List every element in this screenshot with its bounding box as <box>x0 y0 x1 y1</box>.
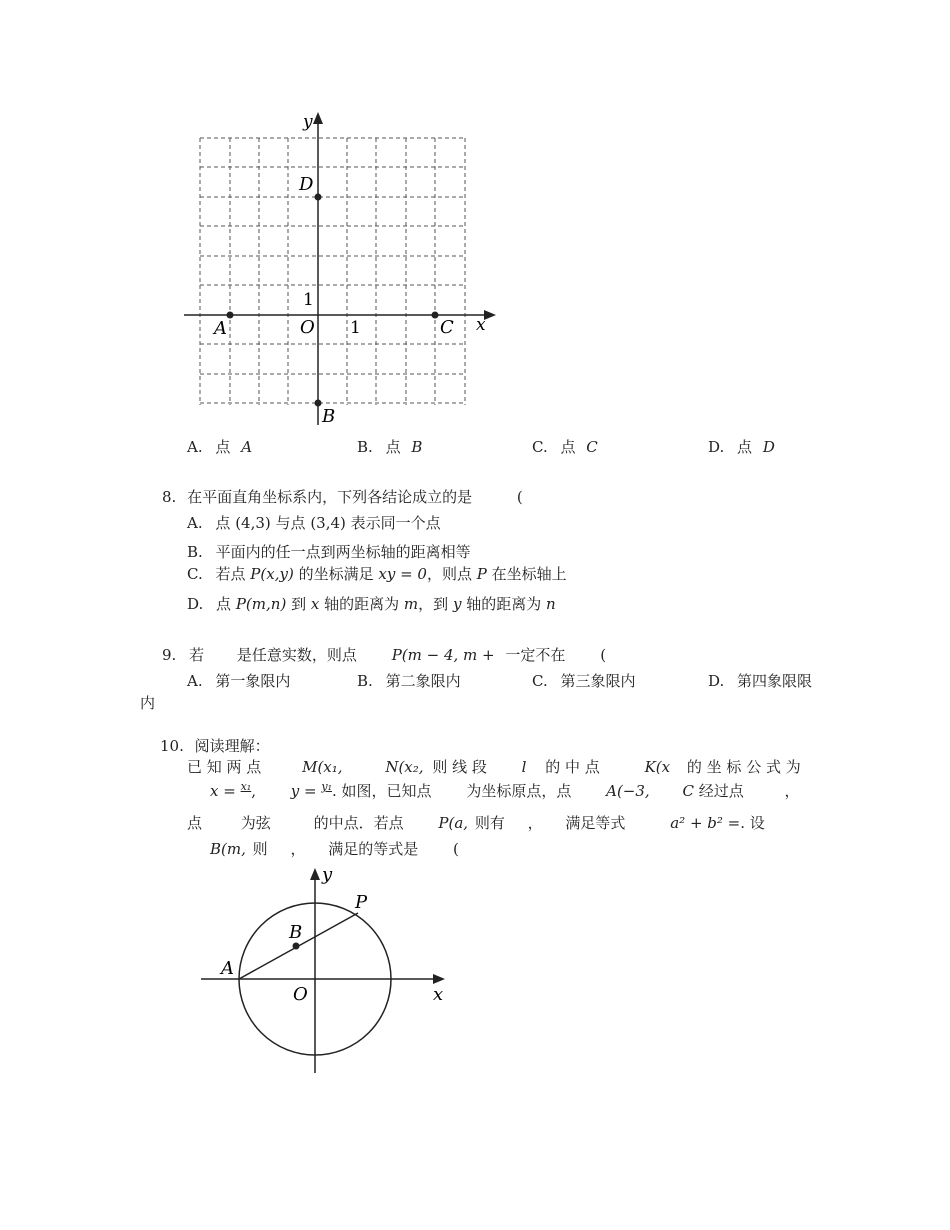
q9-option-b[interactable]: B. 第二象限内 <box>357 672 461 690</box>
point-a <box>227 312 234 319</box>
q10-line-2: x = $^{x_1}$, y = $^{y_1}$. 如图，已知点 为坐标原点，点 A(−3, C 经过点 ， <box>210 780 800 800</box>
point-p-label: P <box>355 892 368 913</box>
x-axis-label: x <box>433 984 444 1005</box>
q7-option-c[interactable]: C. 点 C <box>532 438 598 456</box>
q8-option-d[interactable]: D. 点 P(m,n) 到 x 轴的距离为 m，到 y 轴的距离为 n <box>187 595 556 613</box>
q7-coordinate-grid <box>170 100 510 440</box>
answer-paren: ( <box>453 840 459 858</box>
q8-option-c[interactable]: C. 若点 P(x,y) 的坐标满足 xy = 0，则点 P 在坐标轴上 <box>187 565 567 583</box>
point-c <box>432 312 439 319</box>
point-b <box>315 400 322 407</box>
point-a-label: A <box>214 318 227 339</box>
q10-circle-figure <box>195 858 465 1078</box>
point-a-label: A <box>221 958 234 979</box>
q9-option-a[interactable]: A. 第一象限内 <box>187 672 291 690</box>
q8-stem: 8. 在平面直角坐标系内，下列各结论成立的是 ( <box>162 488 523 506</box>
q8-option-b[interactable]: B. 平面内的任一点到两坐标轴的距离相等 <box>187 543 471 561</box>
point-d <box>315 194 322 201</box>
point-b-label: B <box>322 406 336 427</box>
y-axis-label: y <box>303 112 313 132</box>
grid-lines <box>200 138 465 405</box>
option-letter: A. <box>187 438 203 456</box>
y-axis-arrow-icon <box>310 868 320 880</box>
q10-line-4: B(m, 则 ， 满足的等式是 ( <box>210 840 459 858</box>
answer-paren: ( <box>600 646 607 664</box>
question-number: 8. <box>162 488 177 506</box>
q9-option-d[interactable]: D. 第四象限限 <box>708 672 813 690</box>
q10-line-1: 已 知 两 点 M(x₁, N(x₂, 则 线 段 l 的 中 点 K(x 的 坐 标 公 式 为 <box>187 758 801 776</box>
y-tick-1: 1 <box>303 290 314 310</box>
q8-option-a[interactable]: A. 点 (4,3) 与点 (3,4) 表示同一个点 <box>187 514 441 532</box>
x-axis-label: x <box>476 315 486 335</box>
y-axis-label: y <box>322 864 333 885</box>
q10-line-3: 点 为弦 的中点．若点 P(a, 则有 ， 满足等式 a² + b² =. 设 <box>187 814 765 832</box>
origin-label: O <box>300 317 315 338</box>
point-b <box>293 943 300 950</box>
q9-stem: 9. 若 是任意实数，则点 P(m − 4, m + 一定不在 ( <box>162 646 607 664</box>
q9-option-c[interactable]: C. 第三象限内 <box>532 672 636 690</box>
point-d-label: D <box>299 174 314 195</box>
answer-paren: ( <box>516 488 523 506</box>
y-axis-arrow-icon <box>313 112 323 124</box>
q7-option-d[interactable]: D. 点 D <box>708 438 775 456</box>
question-number: 9. <box>162 646 177 664</box>
point-b-label: B <box>289 922 303 943</box>
q7-option-b[interactable]: B. 点 B <box>357 438 423 456</box>
x-axis-arrow-icon <box>433 974 445 984</box>
point-c-label: C <box>440 317 454 338</box>
x-tick-1: 1 <box>350 318 361 338</box>
x-axis-arrow-icon <box>484 310 496 320</box>
q7-option-a[interactable]: A. 点 A <box>187 438 253 456</box>
q10-title: 10. 阅读理解： <box>160 737 270 755</box>
origin-label: O <box>293 984 308 1005</box>
q9-wrap-text: 内 <box>140 694 156 712</box>
question-number: 10. <box>160 737 184 755</box>
